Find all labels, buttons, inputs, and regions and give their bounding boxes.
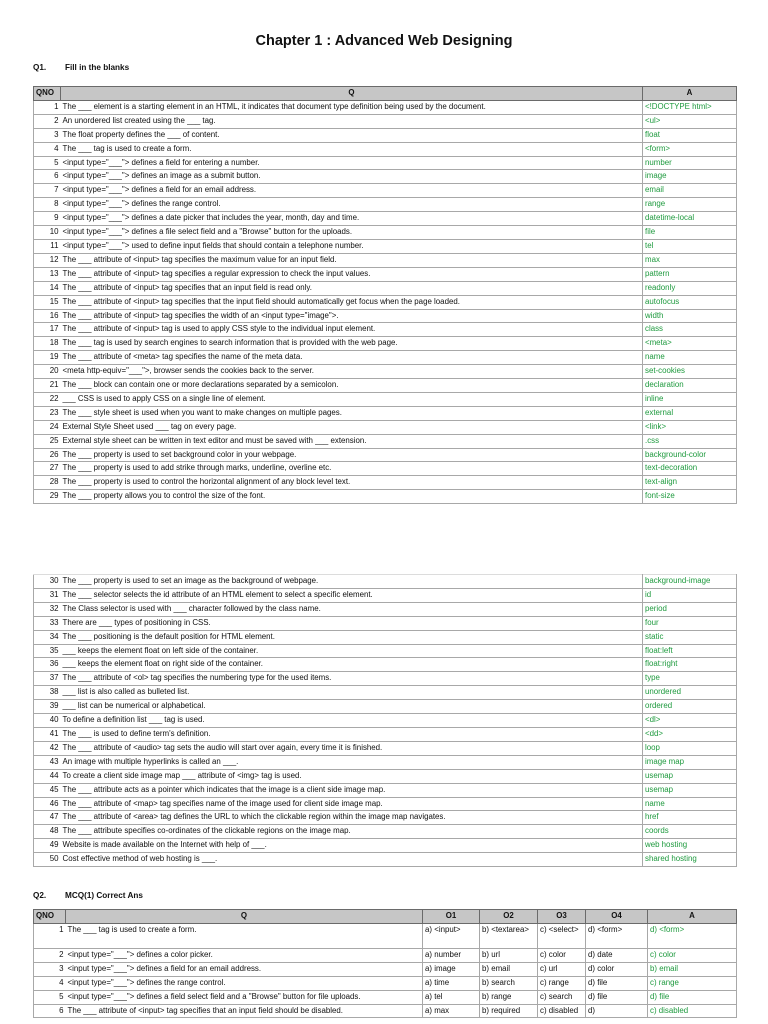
answer-text: usemap: [643, 783, 737, 797]
table-row: [34, 309, 737, 323]
question-number: 8: [34, 198, 61, 212]
question-text: The ___ attribute of <map> tag specifies name of the image used for client side image map.: [61, 797, 643, 811]
option-3: c) <select>: [538, 923, 586, 948]
question-text: The ___ tag is used to create a form.: [61, 142, 643, 156]
section-number: Q2.: [33, 891, 47, 900]
question-text: The ___ property is used to set an image as the background of webpage.: [61, 575, 643, 589]
table-row: [34, 267, 737, 281]
question-text: The ___ attribute of <input> tag specifies the width of an <input type="image">.: [61, 309, 643, 323]
question-number: 21: [34, 379, 61, 393]
question-number: 25: [34, 434, 61, 448]
question-text: <input type="___"> used to define input fields that should contain a telephone number.: [61, 239, 643, 253]
option-2: b) email: [480, 962, 538, 976]
mcq-table: [33, 909, 737, 1018]
answer-text: font-size: [643, 490, 737, 504]
column-header-q: Q: [61, 87, 643, 101]
question-number: 1: [34, 100, 61, 114]
answer-text: width: [643, 309, 737, 323]
question-number: 9: [34, 212, 61, 226]
table-row: [34, 142, 737, 156]
answer-text: class: [643, 323, 737, 337]
answer-text: external: [643, 406, 737, 420]
question-number: 36: [34, 658, 61, 672]
question-number: 40: [34, 714, 61, 728]
answer-text: image: [643, 170, 737, 184]
answer-text: text-align: [643, 476, 737, 490]
question-text: <input type="___"> defines a field select field and a "Browse" button for file uploads.: [66, 990, 423, 1004]
table-row: [34, 797, 737, 811]
table-row: [34, 853, 737, 867]
table-row: [34, 811, 737, 825]
question-text: The ___ attribute specifies co-ordinates of the clickable regions on the image map.: [61, 825, 643, 839]
question-text: The ___ property is used to control the horizontal alignment of any block level text.: [61, 476, 643, 490]
question-number: 31: [34, 588, 61, 602]
table-row: [34, 239, 737, 253]
table-row: [34, 616, 737, 630]
answer-text: shared hosting: [643, 853, 737, 867]
question-number: 5: [34, 990, 66, 1004]
question-number: 5: [34, 156, 61, 170]
question-text: The ___ attribute of <area> tag defines the URL to which the clickable region within the image map navigates.: [61, 811, 643, 825]
table-row: [34, 672, 737, 686]
table-row: [34, 990, 737, 1004]
question-text: ___ list can be numerical or alphabetical.: [61, 700, 643, 714]
question-text: To create a client side image map ___ attribute of <img> tag is used.: [61, 769, 643, 783]
question-number: 32: [34, 602, 61, 616]
answer-text: d) <form>: [648, 923, 737, 948]
table-row: [34, 156, 737, 170]
answer-text: set-cookies: [643, 365, 737, 379]
table-row: [34, 212, 737, 226]
question-text: Website is made available on the Internet with help of ___.: [61, 839, 643, 853]
table-row: [34, 295, 737, 309]
option-1: a) tel: [423, 990, 480, 1004]
table-row: [34, 128, 737, 142]
table-row: [34, 686, 737, 700]
answer-text: number: [643, 156, 737, 170]
answer-text: id: [643, 588, 737, 602]
table-row: [34, 462, 737, 476]
table-row: [34, 434, 737, 448]
answer-text: text-decoration: [643, 462, 737, 476]
answer-text: <dl>: [643, 714, 737, 728]
answer-text: name: [643, 797, 737, 811]
question-text: <input type="___"> defines a color picker.: [66, 948, 423, 962]
column-header-qno: QNO: [34, 910, 66, 924]
fill-blanks-table-part2: [33, 574, 737, 867]
question-text: Cost effective method of web hosting is ___.: [61, 853, 643, 867]
question-text: ___ keeps the element float on left side of the container.: [61, 644, 643, 658]
question-number: 1: [34, 923, 66, 948]
table-row: [34, 741, 737, 755]
table-row: [34, 976, 737, 990]
table-row: [34, 948, 737, 962]
question-number: 47: [34, 811, 61, 825]
table-row: [34, 281, 737, 295]
answer-text: ordered: [643, 700, 737, 714]
answer-text: background-image: [643, 575, 737, 589]
question-text: The ___ element is a starting element in an HTML, it indicates that document type definition being used by the document.: [61, 100, 643, 114]
question-text: To define a definition list ___ tag is used.: [61, 714, 643, 728]
table-row: [34, 448, 737, 462]
answer-text: declaration: [643, 379, 737, 393]
section-q2-heading: [33, 891, 143, 900]
question-number: 39: [34, 700, 61, 714]
table-row: [34, 839, 737, 853]
table-row: [34, 923, 737, 948]
answer-text: file: [643, 226, 737, 240]
answer-text: tel: [643, 239, 737, 253]
column-header-o2: O2: [480, 910, 538, 924]
question-text: The ___ tag is used to create a form.: [66, 923, 423, 948]
question-number: 4: [34, 142, 61, 156]
answer-text: c) disabled: [648, 1004, 737, 1018]
question-number: 2: [34, 114, 61, 128]
answer-text: unordered: [643, 686, 737, 700]
question-text: The ___ property is used to set background color in your webpage.: [61, 448, 643, 462]
question-text: The ___ attribute of <input> tag specifies a regular expression to check the input values.: [61, 267, 643, 281]
question-text: External style sheet can be written in text editor and must be saved with ___ extension.: [61, 434, 643, 448]
question-text: <input type="___"> defines a field for entering a number.: [61, 156, 643, 170]
table-row: [34, 490, 737, 504]
answer-text: web hosting: [643, 839, 737, 853]
table-row: [34, 114, 737, 128]
column-header-qno: QNO: [34, 87, 61, 101]
table-row: [34, 588, 737, 602]
answer-text: <!DOCTYPE html>: [643, 100, 737, 114]
option-2: b) range: [480, 990, 538, 1004]
section-number: Q1.: [33, 63, 47, 72]
section-title: MCQ(1) Correct Ans: [65, 891, 143, 900]
option-2: b) url: [480, 948, 538, 962]
question-number: 27: [34, 462, 61, 476]
question-text: An unordered list created using the ___ tag.: [61, 114, 643, 128]
answer-text: b) email: [648, 962, 737, 976]
option-4: d) file: [586, 990, 648, 1004]
table-row: [34, 700, 737, 714]
option-2: b) required: [480, 1004, 538, 1018]
question-number: 6: [34, 170, 61, 184]
option-4: d) file: [586, 976, 648, 990]
answer-text: readonly: [643, 281, 737, 295]
answer-text: usemap: [643, 769, 737, 783]
answer-text: <link>: [643, 420, 737, 434]
column-header-a: A: [648, 910, 737, 924]
question-text: <input type="___"> defines a field for an email address.: [66, 962, 423, 976]
table-row: [34, 184, 737, 198]
answer-text: float:right: [643, 658, 737, 672]
answer-text: d) file: [648, 990, 737, 1004]
option-1: a) max: [423, 1004, 480, 1018]
table-row: [34, 644, 737, 658]
question-text: <input type="___"> defines a file select field and a "Browse" button for the uploads.: [61, 226, 643, 240]
answer-text: image map: [643, 755, 737, 769]
table-row: [34, 825, 737, 839]
answer-text: <form>: [643, 142, 737, 156]
table-row: [34, 379, 737, 393]
answer-text: period: [643, 602, 737, 616]
question-text: The ___ block can contain one or more declarations separated by a semicolon.: [61, 379, 643, 393]
table-row: [34, 630, 737, 644]
question-text: The ___ attribute of <input> tag specifies that the input field should automatically get focus when the page loaded.: [61, 295, 643, 309]
section-title: Fill in the blanks: [65, 63, 130, 72]
answer-text: autofocus: [643, 295, 737, 309]
table-row: [34, 755, 737, 769]
question-number: 2: [34, 948, 66, 962]
question-number: 49: [34, 839, 61, 853]
answer-text: <ul>: [643, 114, 737, 128]
question-text: The ___ attribute of <ol> tag specifies the numbering type for the used items.: [61, 672, 643, 686]
table-row: [34, 658, 737, 672]
answer-text: inline: [643, 392, 737, 406]
answer-text: coords: [643, 825, 737, 839]
question-text: The ___ positioning is the default position for HTML element.: [61, 630, 643, 644]
table-row: [34, 392, 737, 406]
question-number: 28: [34, 476, 61, 490]
question-text: <meta http-equiv="___">, browser sends the cookies back to the server.: [61, 365, 643, 379]
answer-text: <dd>: [643, 727, 737, 741]
table-row: [34, 602, 737, 616]
question-text: <input type="___"> defines a date picker that includes the year, month, day and time.: [61, 212, 643, 226]
table-row: [34, 714, 737, 728]
chapter-title: Chapter 1 : Advanced Web Designing: [255, 33, 513, 49]
table-row: [34, 727, 737, 741]
option-1: a) number: [423, 948, 480, 962]
question-number: 46: [34, 797, 61, 811]
question-text: ___ CSS is used to apply CSS on a single line of element.: [61, 392, 643, 406]
question-text: <input type="___"> defines the range control.: [61, 198, 643, 212]
option-3: c) url: [538, 962, 586, 976]
question-number: 35: [34, 644, 61, 658]
question-text: The ___ attribute acts as a pointer which indicates that the image is a client side image map.: [61, 783, 643, 797]
fill-blanks-table-part1: [33, 86, 737, 504]
question-text: The float property defines the ___ of content.: [61, 128, 643, 142]
answer-text: name: [643, 351, 737, 365]
question-number: 16: [34, 309, 61, 323]
question-text: The ___ selector selects the id attribute of an HTML element to select a specific element.: [61, 588, 643, 602]
section-q1-heading: [33, 63, 129, 72]
option-4: d) date: [586, 948, 648, 962]
question-number: 50: [34, 853, 61, 867]
question-number: 19: [34, 351, 61, 365]
column-header-o3: O3: [538, 910, 586, 924]
option-1: a) time: [423, 976, 480, 990]
answer-text: href: [643, 811, 737, 825]
question-text: <input type="___"> defines a field for an email address.: [61, 184, 643, 198]
table-row: [34, 198, 737, 212]
question-number: 3: [34, 962, 66, 976]
table-row: [34, 170, 737, 184]
table-row: [34, 100, 737, 114]
question-text: ___ list is also called as bulleted list.: [61, 686, 643, 700]
question-number: 45: [34, 783, 61, 797]
question-text: An image with multiple hyperlinks is called an ___.: [61, 755, 643, 769]
answer-text: four: [643, 616, 737, 630]
question-number: 15: [34, 295, 61, 309]
answer-text: background-color: [643, 448, 737, 462]
answer-text: c) color: [648, 948, 737, 962]
table-row: [34, 420, 737, 434]
option-3: c) disabled: [538, 1004, 586, 1018]
answer-text: static: [643, 630, 737, 644]
question-number: 38: [34, 686, 61, 700]
question-number: 41: [34, 727, 61, 741]
question-number: 29: [34, 490, 61, 504]
question-text: External Style Sheet used ___ tag on every page.: [61, 420, 643, 434]
question-number: 48: [34, 825, 61, 839]
option-4: d) color: [586, 962, 648, 976]
question-number: 4: [34, 976, 66, 990]
question-text: The ___ attribute of <input> tag specifies that an input field is read only.: [61, 281, 643, 295]
question-number: 22: [34, 392, 61, 406]
question-number: 11: [34, 239, 61, 253]
question-text: The ___ attribute of <audio> tag sets the audio will start over again, every time it is finished.: [61, 741, 643, 755]
table-row: [34, 476, 737, 490]
option-3: c) range: [538, 976, 586, 990]
answer-text: <meta>: [643, 337, 737, 351]
table-row: [34, 323, 737, 337]
answer-text: float:left: [643, 644, 737, 658]
table-row: [34, 253, 737, 267]
question-number: 20: [34, 365, 61, 379]
answer-text: max: [643, 253, 737, 267]
table-row: [34, 962, 737, 976]
option-3: c) color: [538, 948, 586, 962]
question-text: The ___ attribute of <input> tag is used to apply CSS style to the individual input element.: [61, 323, 643, 337]
question-text: The Class selector is used with ___ character followed by the class name.: [61, 602, 643, 616]
answer-text: range: [643, 198, 737, 212]
column-header-o4: O4: [586, 910, 648, 924]
option-2: b) search: [480, 976, 538, 990]
table-row: [34, 337, 737, 351]
question-number: 30: [34, 575, 61, 589]
table-row: [34, 1004, 737, 1018]
answer-text: datetime-local: [643, 212, 737, 226]
table-row: [34, 226, 737, 240]
question-number: 33: [34, 616, 61, 630]
question-number: 44: [34, 769, 61, 783]
table-row: [34, 365, 737, 379]
question-text: ___ keeps the element float on right side of the container.: [61, 658, 643, 672]
answer-text: .css: [643, 434, 737, 448]
question-number: 23: [34, 406, 61, 420]
column-header-o1: O1: [423, 910, 480, 924]
table-row: [34, 575, 737, 589]
question-number: 42: [34, 741, 61, 755]
question-text: <input type="___"> defines an image as a submit button.: [61, 170, 643, 184]
question-text: The ___ attribute of <input> tag specifies that an input field should be disabled.: [66, 1004, 423, 1018]
column-header-q: Q: [66, 910, 423, 924]
question-number: 17: [34, 323, 61, 337]
table-row: [34, 406, 737, 420]
question-text: <input type="___"> defines the range control.: [66, 976, 423, 990]
option-4: d) <form>: [586, 923, 648, 948]
question-number: 7: [34, 184, 61, 198]
answer-text: float: [643, 128, 737, 142]
question-text: The ___ property is used to add strike through marks, underline, overline etc.: [61, 462, 643, 476]
question-number: 18: [34, 337, 61, 351]
answer-text: type: [643, 672, 737, 686]
question-number: 43: [34, 755, 61, 769]
table-row: [34, 783, 737, 797]
column-header-a: A: [643, 87, 737, 101]
question-number: 10: [34, 226, 61, 240]
question-text: The ___ attribute of <meta> tag specifies the name of the meta data.: [61, 351, 643, 365]
question-text: The ___ attribute of <input> tag specifies the maximum value for an input field.: [61, 253, 643, 267]
option-4: d): [586, 1004, 648, 1018]
option-3: c) search: [538, 990, 586, 1004]
question-text: There are ___ types of positioning in CSS.: [61, 616, 643, 630]
question-number: 26: [34, 448, 61, 462]
question-number: 14: [34, 281, 61, 295]
table-row: [34, 769, 737, 783]
answer-text: email: [643, 184, 737, 198]
question-number: 12: [34, 253, 61, 267]
question-text: The ___ is used to define term's definition.: [61, 727, 643, 741]
question-number: 6: [34, 1004, 66, 1018]
question-number: 34: [34, 630, 61, 644]
answer-text: c) range: [648, 976, 737, 990]
option-1: a) image: [423, 962, 480, 976]
question-text: The ___ style sheet is used when you want to make changes on multiple pages.: [61, 406, 643, 420]
question-text: The ___ property allows you to control the size of the font.: [61, 490, 643, 504]
answer-text: loop: [643, 741, 737, 755]
question-number: 24: [34, 420, 61, 434]
question-number: 3: [34, 128, 61, 142]
table-row: [34, 351, 737, 365]
question-number: 37: [34, 672, 61, 686]
option-1: a) <input>: [423, 923, 480, 948]
option-2: b) <textarea>: [480, 923, 538, 948]
answer-text: pattern: [643, 267, 737, 281]
question-number: 13: [34, 267, 61, 281]
question-text: The ___ tag is used by search engines to search information that is provided with the web page.: [61, 337, 643, 351]
